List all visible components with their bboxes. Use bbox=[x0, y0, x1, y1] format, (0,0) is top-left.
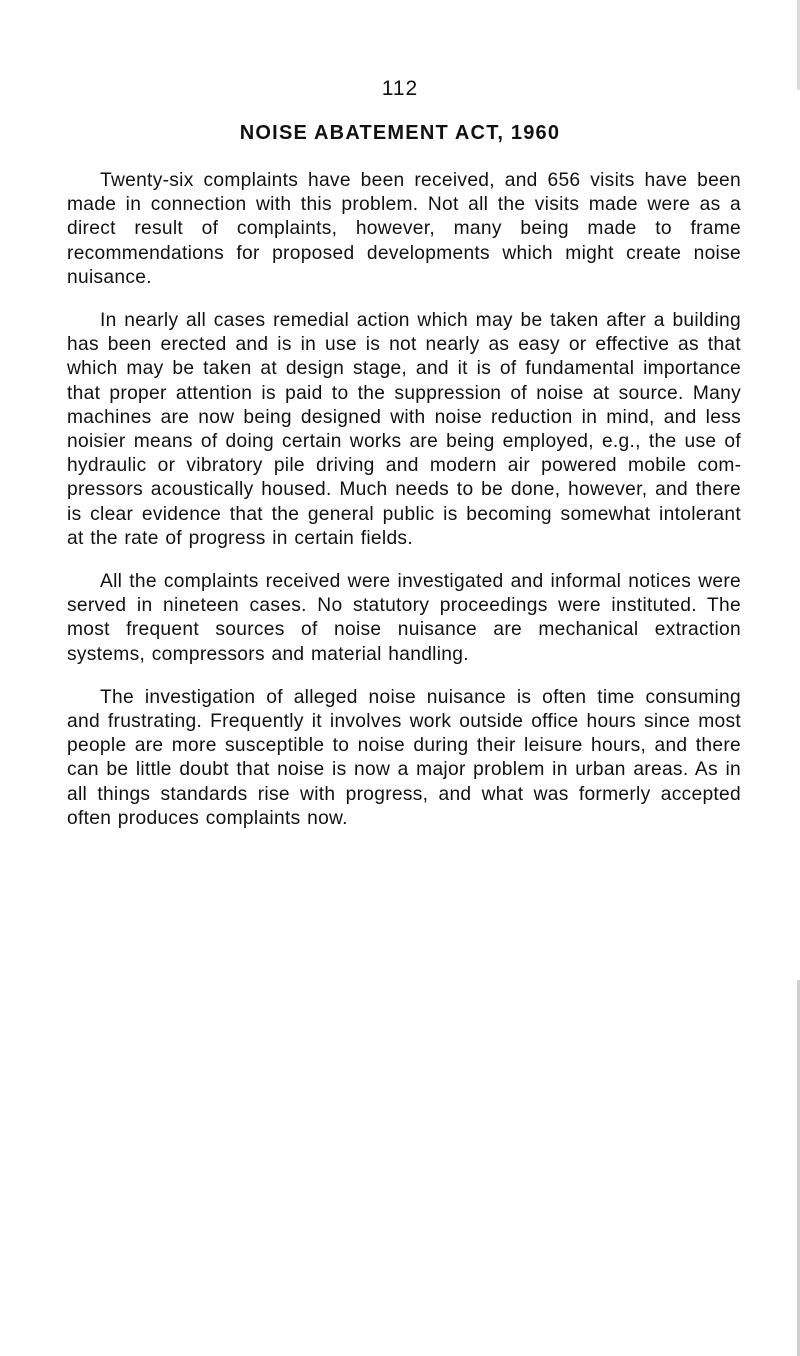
paragraph-investigations: All the complaints received were investigated and informal notices were served in nineteen cases. No statutory proceedings were instituted. The most frequent sources of noise nuisance are mechanical extraction systems, compressors and material handling. bbox=[67, 571, 741, 665]
paragraph-investigation-difficulty: The investigation of alleged noise nuisance is often time consuming and frustrating. Frequently it involves work outside office hours since most people are more susceptible to noise during their leisure hours, and there can be little doubt that noise is now a major problem in urban areas. As in all things standards rise with progress, and what was formerly accepted often produces complaints now. bbox=[67, 686, 741, 829]
body-text bbox=[67, 169, 741, 850]
paragraph-remedial-action: In nearly all cases remedial action which may be taken after a building has been erected and is in use is not nearly as easy or effective as that which may be taken at design stage, and it is of fundamental importance that proper attention is paid to the suppression of noise at source. Many machines are now being designed with noise reduction in mind, and less noisier means of doing certain works are being employed, e.g., the use of hydraulic or vibratory pile driving and modern air powered mobile compressors acoustically housed. Much needs to be done, however, and there is clear evidence that the general public is becoming somewhat intolerant at the rate of progress in certain fields. bbox=[67, 310, 741, 549]
paragraph-complaints-visits: Twenty-six complaints have been received, and 656 visits have been made in connection with this problem. Not all the visits made were as a direct result of complaints, however, many being made to frame recommendations for proposed developments which might create noise nuisance. bbox=[67, 170, 741, 288]
page-title: NOISE ABATEMENT ACT, 1960 bbox=[239, 122, 561, 144]
page-number: 112 bbox=[381, 77, 419, 100]
